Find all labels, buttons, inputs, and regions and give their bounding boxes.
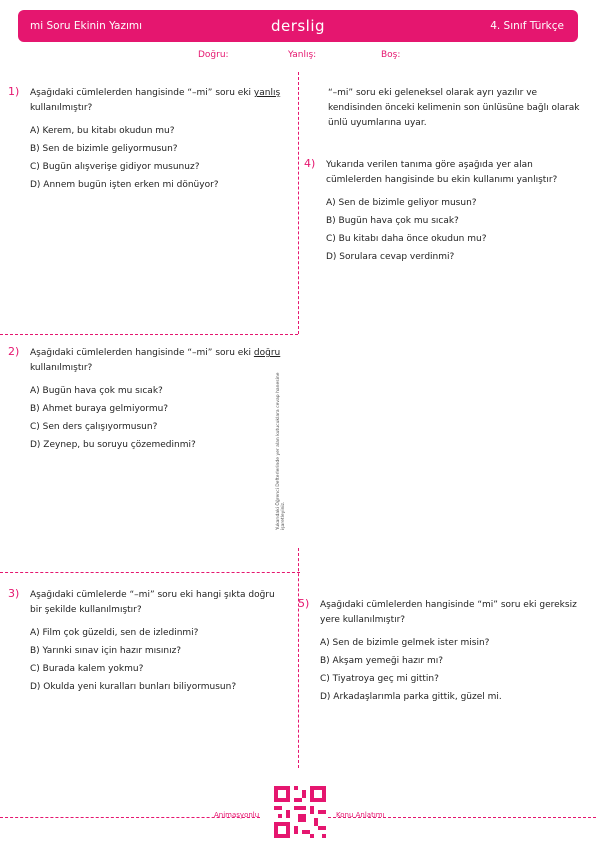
question-5	[298, 597, 582, 706]
option-a[interactable]: A) Kerem, bu kitabı okudun mu?	[30, 126, 175, 136]
option-a[interactable]: A) Sen de bizimle geliyor musun?	[326, 198, 477, 208]
option-b[interactable]: B) Ahmet buraya gelmiyormu?	[30, 404, 169, 414]
question-4	[304, 157, 584, 266]
empty-count-label: Boş:	[381, 50, 401, 60]
brand-logo: derslig	[270, 17, 326, 35]
footer-animated-label[interactable]: Animasyonlu	[214, 811, 260, 819]
section-divider	[0, 572, 300, 574]
question-1	[8, 85, 288, 194]
option-a[interactable]: A) Bugün hava çok mu sıcak?	[30, 386, 163, 396]
question-number: 5)	[298, 597, 310, 610]
question-number: 4)	[304, 157, 316, 170]
question-3	[8, 587, 282, 696]
vertical-instruction-note: Yukarıdaki Öğrenci Defterlerinde yer alan kutucuklara cevap hanesine işaretleyiniz.	[276, 372, 286, 530]
option-d[interactable]: D) Annem bugün işten erken mi dönüyor?	[30, 180, 219, 190]
option-b[interactable]: B) Sen de bizimle geliyormusun?	[30, 144, 178, 154]
question-stem: Aşağıdaki cümlelerden hangisinde “mi” soru eki gereksiz yere kullanılmıştır?	[320, 600, 577, 625]
header-bar	[18, 10, 578, 42]
question-2	[8, 345, 282, 454]
correct-count-label: Doğru:	[198, 50, 229, 60]
option-d[interactable]: D) Zeynep, bu soruyu çözemedinmi?	[30, 440, 196, 450]
option-c[interactable]: C) Burada kalem yokmu?	[30, 664, 144, 674]
wrong-count-label: Yanlış:	[288, 50, 317, 60]
footer-lesson-label[interactable]: Konu Anlatımı	[336, 811, 385, 819]
option-b[interactable]: B) Akşam yemeği hazır mı?	[320, 656, 444, 666]
column-divider-bottom	[298, 548, 300, 768]
question-stem: Yukarıda verilen tanıma göre aşağıda yer alan cümlelerden hangisinde bu ekin kullanımı yanlıştır?	[326, 160, 558, 185]
question-stem: Aşağıdaki cümlelerde “–mi” soru eki hangi şıkta doğru bir şekilde kullanılmıştır?	[30, 590, 275, 615]
option-b[interactable]: B) Yarınki sınav için hazır mısınız?	[30, 646, 182, 656]
option-d[interactable]: D) Okulda yeni kuralları bunları biliyormusun?	[30, 682, 237, 692]
column-divider-top	[298, 72, 300, 334]
question-number: 3)	[8, 587, 20, 600]
definition-text: “–mi” soru eki geleneksel olarak ayrı yazılır ve kendisinden önceki kelimenin son ünlüsüne bağlı olarak ünlü uyumlarına uyar.	[328, 88, 580, 128]
worksheet-topic: mi Soru Ekinin Yazımı	[30, 20, 143, 32]
option-c[interactable]: C) Sen ders çalışıyormusun?	[30, 422, 158, 432]
grade-subject: 4. Sınıf Türkçe	[490, 20, 564, 32]
option-b[interactable]: B) Bugün hava çok mu sıcak?	[326, 216, 459, 226]
option-d[interactable]: D) Arkadaşlarımla parka gittik, güzel mi.	[320, 692, 502, 702]
question-number: 2)	[8, 345, 20, 358]
section-divider	[0, 334, 298, 336]
question-number: 1)	[8, 85, 20, 98]
qr-code-icon[interactable]	[274, 786, 326, 838]
option-a[interactable]: A) Sen de bizimle gelmek ister misin?	[320, 638, 490, 648]
option-c[interactable]: C) Tiyatroya geç mi gittin?	[320, 674, 439, 684]
option-c[interactable]: C) Bu kitabı daha önce okudun mu?	[326, 234, 487, 244]
question-stem: Aşağıdaki cümlelerden hangisinde “–mi” soru eki yanlış kullanılmıştır?	[30, 88, 281, 113]
option-c[interactable]: C) Bugün alışverişe gidiyor musunuz?	[30, 162, 200, 172]
option-d[interactable]: D) Sorulara cevap verdinmi?	[326, 252, 455, 262]
question-stem: Aşağıdaki cümlelerden hangisinde “–mi” soru eki doğru kullanılmıştır?	[30, 348, 281, 373]
option-a[interactable]: A) Film çok güzeldi, sen de izledinmi?	[30, 628, 199, 638]
